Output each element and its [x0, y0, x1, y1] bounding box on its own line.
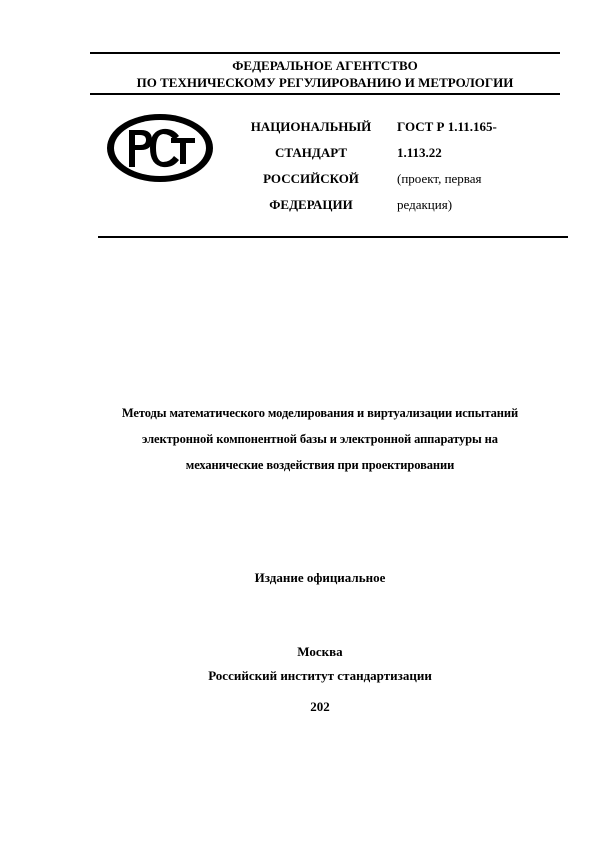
block-bottom-rule — [98, 236, 568, 238]
header-top-rule — [90, 52, 560, 54]
title-line-1: Методы математического моделирования и виртуализации испытаний — [121, 406, 519, 420]
publisher-name: Российский институт стандартизации — [208, 668, 432, 683]
agency-line-1: ФЕДЕРАЛЬНОЕ АГЕНТСТВО — [232, 58, 418, 73]
publication-year: 202 — [310, 699, 330, 714]
standard-kind-line-3: РОССИЙСКОЙ — [263, 171, 359, 186]
standard-kind-line-1: НАЦИОНАЛЬНЫЙ — [250, 119, 372, 134]
standard-kind-line-4: ФЕДЕРАЦИИ — [269, 197, 353, 212]
designation-line-1: ГОСТ Р 1.11.165- — [397, 119, 497, 134]
standard-kind-line-2: СТАНДАРТ — [274, 145, 347, 160]
agency-header — [90, 57, 560, 91]
rst-certification-mark-icon — [105, 112, 215, 184]
title-line-3: механические воздействия при проектировании — [185, 458, 455, 472]
edition-label: Издание официальное — [254, 570, 386, 585]
standard-kind — [240, 114, 382, 218]
standard-designation — [397, 114, 547, 218]
agency-line-2: ПО ТЕХНИЧЕСКОМУ РЕГУЛИРОВАНИЮ И МЕТРОЛОГИИ — [136, 75, 514, 90]
header-bottom-rule — [90, 93, 560, 95]
status-line-2: редакция) — [397, 197, 453, 212]
title-line-2: электронной компонентной базы и электронной аппаратуры на — [142, 432, 498, 446]
status-line-1: (проект, первая — [397, 171, 482, 186]
designation-line-2: 1.113.22 — [397, 145, 442, 160]
document-title — [80, 400, 560, 478]
publication-city: Москва — [297, 644, 343, 659]
